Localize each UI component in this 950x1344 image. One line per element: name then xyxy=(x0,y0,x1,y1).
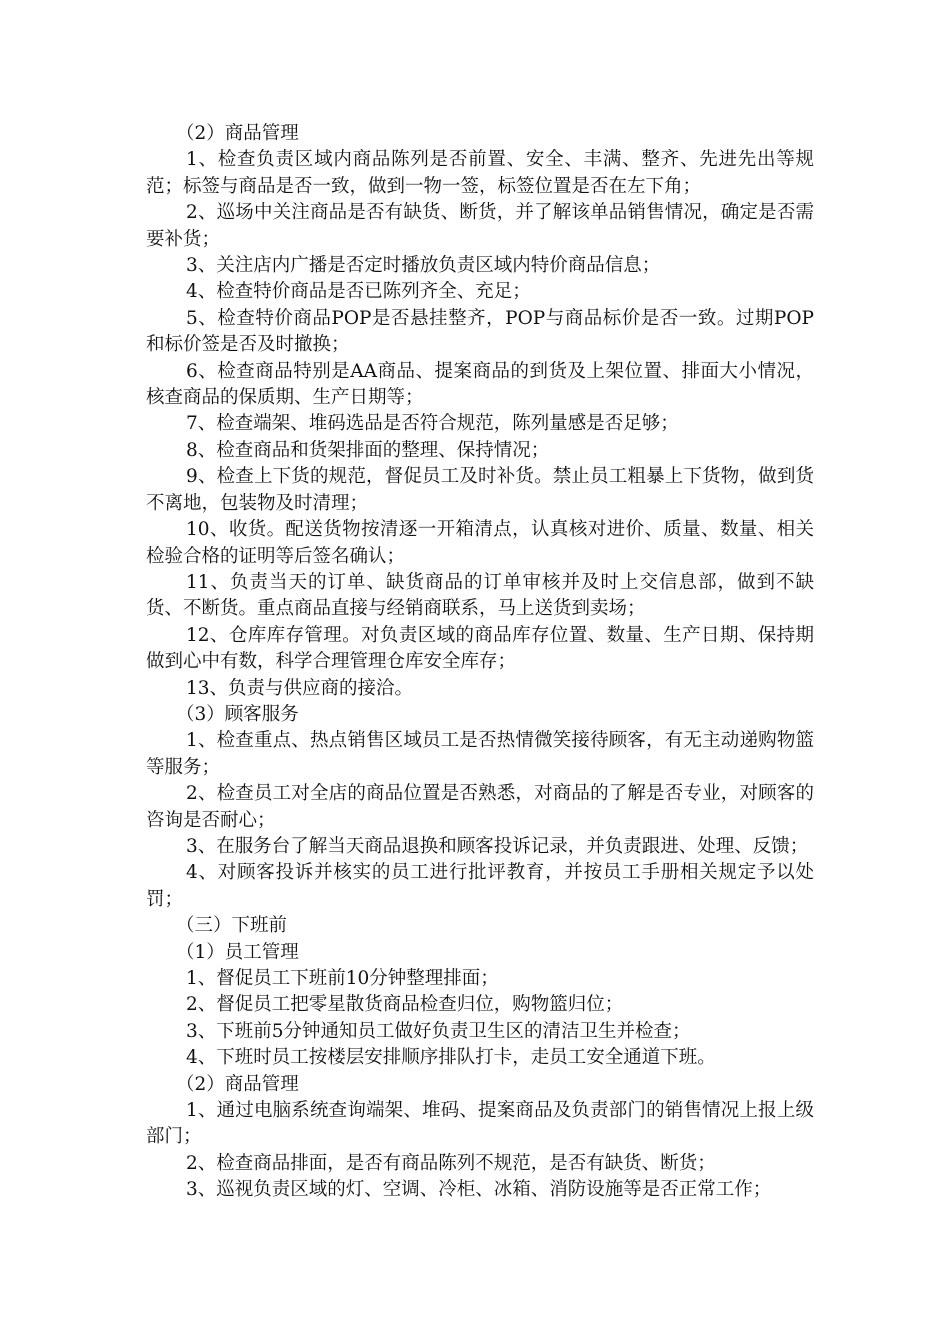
list-item: 5、检查特价商品POP是否悬挂整齐，POP与商品标价是否一致。过期POP和标价签是否及时撤换； xyxy=(146,307,814,356)
list-item: 4、对顾客投诉并核实的员工进行批评教育，并按员工手册相关规定予以处罚； xyxy=(146,862,814,910)
list-item: 12、仓库库存管理。对负责区域的商品库存位置、数量、生产日期、保持期做到心中有数，科学合理管理仓库安全库存； xyxy=(146,624,814,673)
list-item: 1、检查重点、热点销售区域员工是否热情微笑接待顾客，有无主动递购物篮等服务； xyxy=(146,730,814,778)
list-item: 3、巡视负责区域的灯、空调、冷柜、冰箱、消防设施等是否正常工作； xyxy=(186,1179,772,1201)
list-item: 9、检查上下货的规范，督促员工及时补货。禁止员工粗暴上下货物，做到货不离地，包装物及时清理； xyxy=(146,466,814,514)
list-item: 2、检查商品排面，是否有商品陈列不规范，是否有缺货、断货； xyxy=(186,1152,716,1174)
list-item: 1、通过电脑系统查询端架、堆码、提案商品及负责部门的销售情况上报上级部门； xyxy=(146,1100,814,1148)
list-item: 6、检查商品特别是AA商品、提案商品的到货及上架位置、排面大小情况，核查商品的保质期、生产日期等； xyxy=(146,360,814,409)
list-item: 3、下班前5分钟通知员工做好负责卫生区的清洁卫生并检查； xyxy=(186,1020,691,1042)
list-item: 3、在服务台了解当天商品退换和顾客投诉记录，并负责跟进、处理、反馈； xyxy=(186,835,809,857)
list-item: 2、督促员工把零星散货商品检查归位，购物篮归位； xyxy=(186,994,624,1016)
section-heading: （3）顾客服务 xyxy=(176,703,299,725)
list-item: 4、检查特价商品是否已陈列齐全、充足； xyxy=(186,281,531,303)
list-item: 2、巡场中关注商品是否有缺货、断货，并了解该单品销售情况，确定是否需要补货； xyxy=(146,202,814,250)
section-heading: （2）商品管理 xyxy=(176,123,299,144)
section-heading: （2）商品管理 xyxy=(176,1073,299,1095)
list-item: 13、负责与供应商的接洽。 xyxy=(186,677,414,699)
list-item: 4、下班时员工按楼层安排顺序排队打卡，走员工安全通道下班。 xyxy=(186,1047,716,1069)
document-body xyxy=(146,121,814,1204)
list-item: 1、督促员工下班前10分钟整理排面； xyxy=(186,968,499,989)
list-item: 2、检查员工对全店的商品位置是否熟悉，对商品的了解是否专业，对顾客的咨询是否耐心； xyxy=(146,783,814,831)
list-item: 10、收货。配送货物按清逐一开箱清点，认真核对进价、质量、数量、相关检验合格的证明等后签名确认； xyxy=(146,519,814,567)
section-heading: （三）下班前 xyxy=(176,915,288,937)
list-item: 3、关注店内广播是否定时播放负责区域内特价商品信息； xyxy=(186,255,661,277)
list-item: 7、检查端架、堆码选品是否符合规范，陈列量感是否足够； xyxy=(186,413,679,435)
list-item: 1、检查负责区域内商品陈列是否前置、安全、丰满、整齐、先进先出等规范；标签与商品是否一致，做到一物一签，标签位置是否在左下角； xyxy=(146,149,814,197)
list-item: 11、负责当天的订单、缺货商品的订单审核并及时上交信息部，做到不缺货、不断货。重点商品直接与经销商联系，马上送货到卖场； xyxy=(146,571,814,620)
list-item: 8、检查商品和货架排面的整理、保持情况； xyxy=(186,439,550,461)
section-heading: （1）员工管理 xyxy=(176,941,299,963)
